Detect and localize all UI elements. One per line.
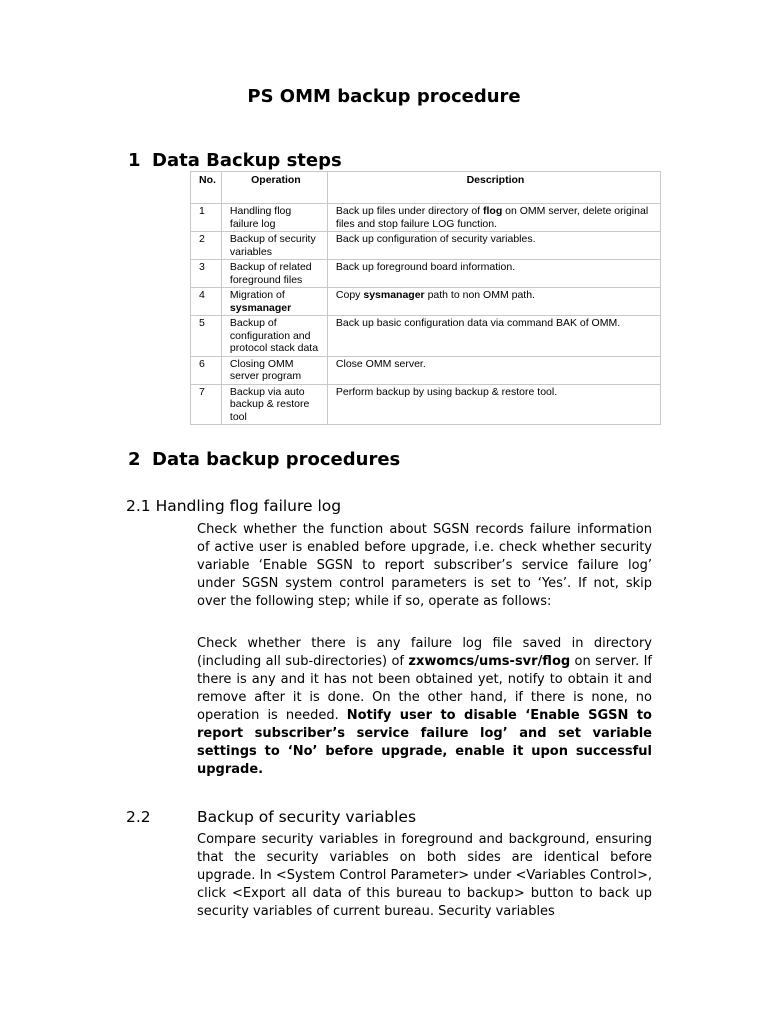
row-operation: Backup via auto backup & restore tool	[221, 384, 327, 425]
row-operation	[221, 288, 327, 316]
column-header-no: No.	[191, 172, 222, 204]
table-row	[191, 288, 661, 316]
row-no: 2	[191, 232, 222, 260]
paragraph: Check whether the function about SGSN records failure information of active user is enabled before upgrade, i.e. check whether security variable ‘Enable SGSN to report subscriber’s service failure log’ under SGSN system control parameters is set to ‘Yes’. If not, skip over the following step; while if so, operate as follows:	[197, 522, 652, 609]
operation-bold: sysmanager	[229, 301, 292, 314]
column-header-description: Description	[327, 172, 660, 204]
subsection-heading-2-2: Backup of security variables	[197, 808, 417, 826]
row-no: 7	[191, 384, 222, 425]
description-text: path to non OMM path.	[424, 289, 535, 301]
row-description	[327, 288, 660, 316]
row-description: Perform backup by using backup & restore tool.	[327, 384, 660, 425]
row-no: 6	[191, 356, 222, 384]
section-heading-1	[128, 150, 342, 171]
row-description: Back up basic configuration data via command BAK of OMM.	[327, 316, 660, 357]
row-no: 5	[191, 316, 222, 357]
directory-path: zxwomcs/ums-svr/flog	[408, 654, 571, 669]
section-number: 2	[128, 449, 141, 470]
paragraph-text: Check whether there is any failure log file saved in directory (including all sub-directories) of	[197, 636, 652, 669]
column-header-operation: Operation	[221, 172, 327, 204]
row-operation: Backup of configuration and protocol stack data	[221, 316, 327, 357]
paragraph: Compare security variables in foreground and background, ensuring that the security variables on both sides are identical before upgrade. In <System Control Parameter> under <Variables Control>, click <Export all data of this bureau to backup> button to back up security variables of current bureau. Security variables	[197, 832, 652, 919]
paragraph-text: on server. If there is any and it has not been obtained yet, notify to obtain it and remove after it is done. On the other hand, if there is none, no operation is needed.	[197, 654, 653, 723]
table-row	[191, 384, 661, 425]
description-bold: flog	[483, 205, 503, 217]
row-operation: Backup of related foreground files	[221, 260, 327, 288]
subsection-heading-2-1: 2.1 Handling flog failure log	[126, 497, 342, 515]
description-text: Back up files under directory of	[335, 205, 483, 217]
table-row	[191, 232, 661, 260]
document-title: PS OMM backup procedure	[247, 86, 521, 107]
backup-steps-table	[190, 171, 661, 425]
description-bold: sysmanager	[363, 289, 425, 301]
paragraph-bold-note: Notify user to disable ‘Enable SGSN to report subscriber’s service failure log’ and set variable settings to ‘No’ before upgrade, enable it upon successful upgrade.	[197, 708, 652, 777]
row-description: Back up configuration of security variables.	[327, 232, 660, 260]
paragraph	[197, 635, 652, 779]
section-title: Data backup procedures	[152, 449, 401, 470]
table-row	[191, 204, 661, 232]
row-operation: Backup of security variables	[221, 232, 327, 260]
operation-text: Migration of	[229, 289, 285, 301]
row-description: Back up foreground board information.	[327, 260, 660, 288]
row-no: 3	[191, 260, 222, 288]
table-row	[191, 356, 661, 384]
section-heading-2	[128, 449, 400, 470]
section-number: 1	[128, 150, 141, 171]
table-row	[191, 316, 661, 357]
row-description	[327, 204, 660, 232]
table-header-row	[191, 172, 661, 204]
description-text: on OMM server, delete original files and stop failure LOG function.	[335, 205, 649, 230]
table-row	[191, 260, 661, 288]
section-title: Data Backup steps	[152, 150, 342, 171]
row-no: 1	[191, 204, 222, 232]
description-text: Copy	[335, 289, 364, 301]
row-no: 4	[191, 288, 222, 316]
row-operation: Handling flog failure log	[221, 204, 327, 232]
row-description: Close OMM server.	[327, 356, 660, 384]
row-operation: Closing OMM server program	[221, 356, 327, 384]
subsection-number-2-2: 2.2	[126, 808, 151, 826]
